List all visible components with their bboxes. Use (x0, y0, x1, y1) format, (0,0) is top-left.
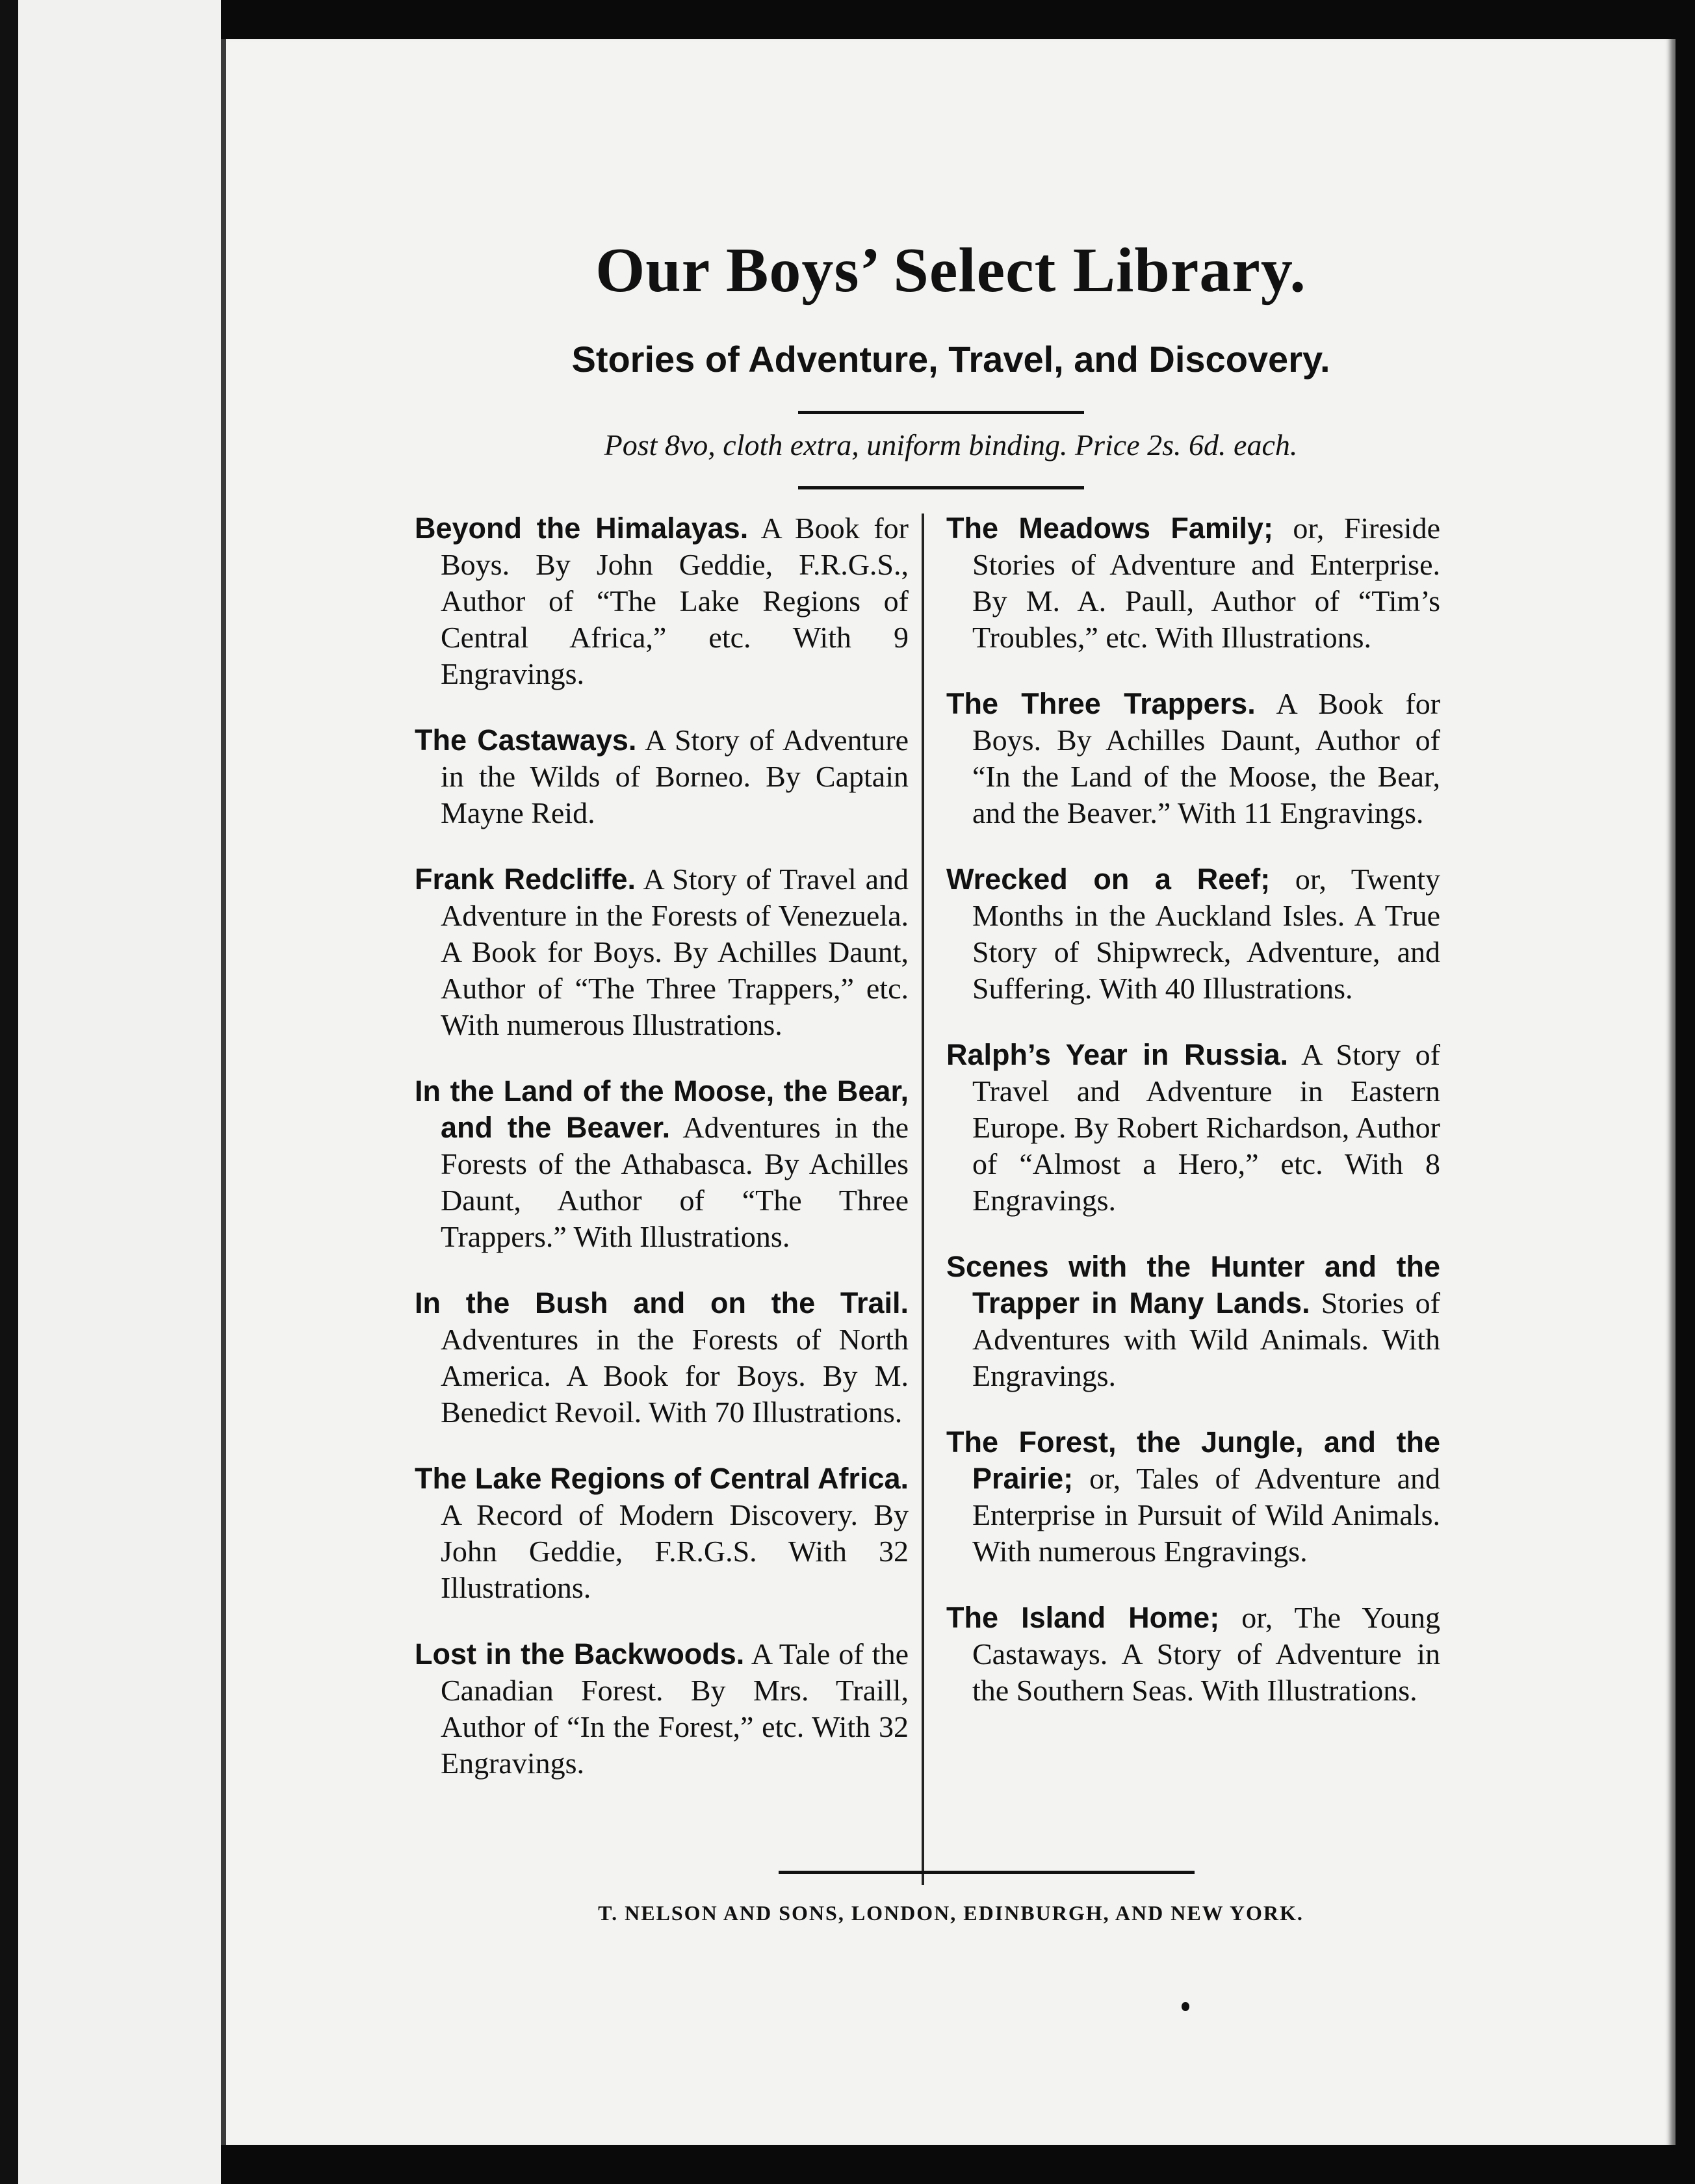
ink-dot (1182, 2002, 1189, 2011)
book-entry (415, 861, 909, 1043)
book-title: In the Land of the Moose, the Bear, and the Beaver. (415, 1074, 909, 1144)
book-description: A Story of Travel and Adventure in Eastern Europe. By Robert Richardson, Author of “Almost a Hero,” etc. With 8 Engravings. (972, 1038, 1440, 1217)
book-title: Lost in the Backwoods. (415, 1637, 745, 1670)
book-entry (415, 1636, 909, 1782)
rule-below-price (798, 486, 1084, 489)
book-entry (946, 1424, 1440, 1570)
book-entry (415, 510, 909, 692)
book-entry (946, 686, 1440, 831)
left-column (415, 510, 909, 1812)
book-title: Beyond the Himalayas. (415, 512, 749, 545)
book-entry (946, 1037, 1440, 1219)
price-line: Post 8vo, cloth extra, uniform binding. Price 2s. 6d. each. (604, 428, 1298, 462)
book-entry (415, 1073, 909, 1255)
book-title: The Forest, the Jungle, and the Prairie; (946, 1425, 1440, 1495)
book-description: or, Tales of Adventure and Enterprise in Pursuit of Wild Animals. With numerous Engravings. (972, 1462, 1440, 1568)
book-title: In the Bush and on the Trail. (415, 1286, 909, 1320)
book-entry (415, 722, 909, 831)
book-description: A Record of Modern Discovery. By John Geddie, F.R.G.S. With 32 Illustrations. (441, 1498, 909, 1604)
book-title: The Meadows Family; (946, 512, 1273, 545)
book-description: A Book for Boys. By John Geddie, F.R.G.S., Author of “The Lake Regions of Central Africa,” etc. With 9 Engravings. (441, 512, 909, 690)
rule-top (798, 411, 1084, 414)
book-title: Frank Redcliffe. (415, 863, 636, 896)
publisher-footer: T. NELSON AND SONS, LONDON, EDINBURGH, AND NEW YORK. (598, 1901, 1304, 1925)
book-description: or, Twenty Months in the Auckland Isles. A True Story of Shipwreck, Adventure, and Suffering. With 40 Illustrations. (972, 863, 1441, 1005)
scan-shadow (0, 0, 18, 2184)
book-entry (415, 1285, 909, 1431)
book-title: Ralph’s Year in Russia. (946, 1038, 1289, 1071)
book-description: A Tale of the Canadian Forest. By Mrs. Traill, Author of “In the Forest,” etc. With 32 Engravings. (441, 1637, 909, 1780)
book-entry (946, 1600, 1440, 1709)
book-description: A Book for Boys. By Achilles Daunt, Author of “In the Land of the Moose, the Bear, and the Beaver.” With 11 Engravings. (972, 687, 1441, 829)
rule-bottom (779, 1871, 1195, 1874)
book-title: The Three Trappers. (946, 687, 1256, 720)
book-title: Scenes with the Hunter and the Trapper in Many Lands. (946, 1250, 1440, 1320)
book-entry (415, 1461, 909, 1606)
book-title: Wrecked on a Reef; (946, 863, 1271, 896)
book-title: The Island Home; (946, 1601, 1220, 1634)
facing-page-edge (0, 0, 221, 2184)
column-divider (922, 514, 924, 1885)
book-description: Stories of Adventures with Wild Animals. With Engravings. (972, 1286, 1440, 1392)
book-entry (946, 1249, 1440, 1394)
book-title: The Lake Regions of Central Africa. (415, 1462, 909, 1495)
book-title: The Castaways. (415, 723, 637, 757)
page-subtitle: Stories of Adventure, Travel, and Discovery. (571, 339, 1330, 380)
book-entry (946, 861, 1440, 1007)
book-description: A Story of Travel and Adventure in the Forests of Venezuela. A Book for Boys. By Achilles Daunt, Author of “The Three Trappers,” etc. With numerous Illustrations. (441, 863, 909, 1041)
book-page (221, 39, 1676, 2145)
book-description: or, The Young Castaways. A Story of Adventure in the Southern Seas. With Illustrations. (972, 1601, 1440, 1707)
book-description: or, Fireside Stories of Adventure and Enterprise. By M. A. Paull, Author of “Tim’s Troubles,” etc. With Illustrations. (972, 512, 1440, 654)
book-description: Adventures in the Forests of the Athabasca. By Achilles Daunt, Author of “The Three Trappers.” With Illustrations. (441, 1111, 909, 1253)
book-entry (946, 510, 1440, 656)
right-column (946, 510, 1440, 1739)
book-description: A Story of Adventure in the Wilds of Borneo. By Captain Mayne Reid. (441, 723, 909, 829)
book-description: Adventures in the Forests of North America. A Book for Boys. By M. Benedict Revoil. With 70 Illustrations. (441, 1323, 909, 1429)
page-title: Our Boys’ Select Library. (595, 235, 1306, 306)
